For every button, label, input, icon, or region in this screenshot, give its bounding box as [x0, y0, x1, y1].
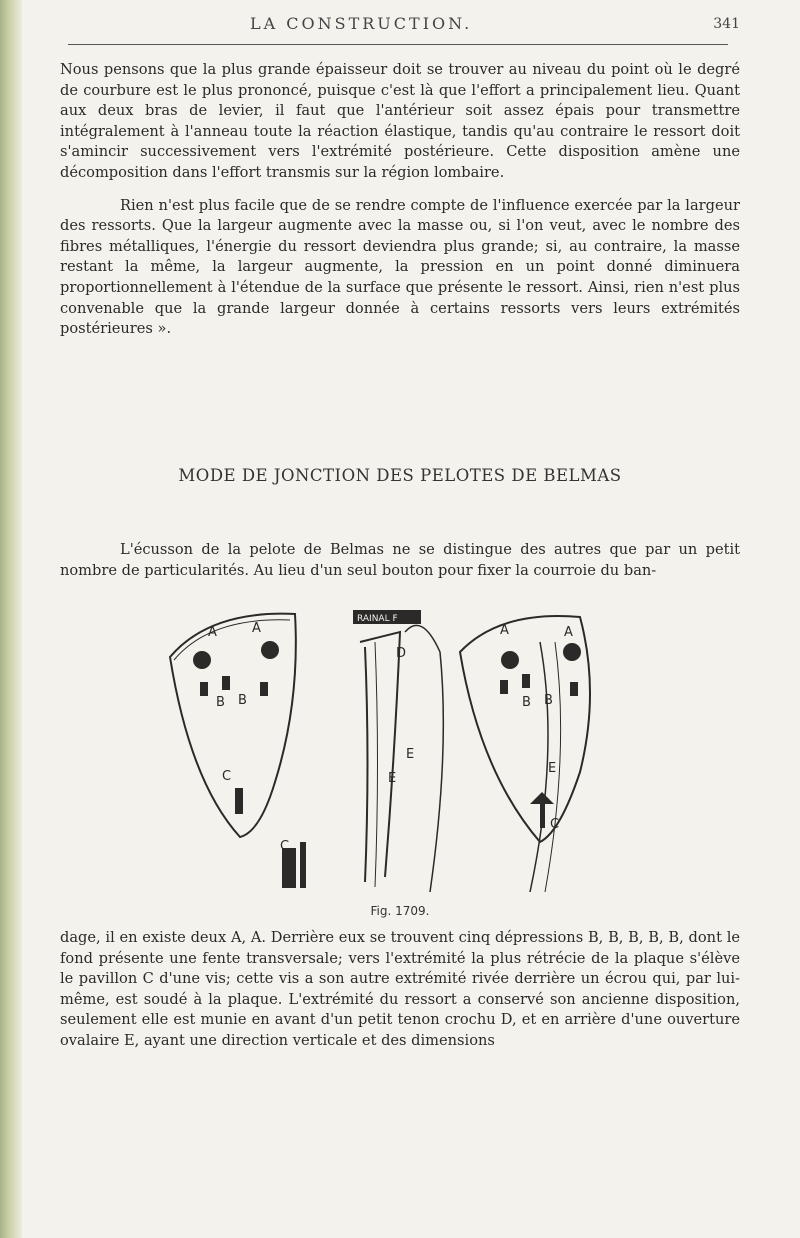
label-B-right-2: B: [544, 693, 553, 708]
header-rule: [68, 44, 728, 45]
paragraph-1: Nous pensons que la plus grande épaisseur doit se trouver au niveau du point où le degré de courbure est le plus prononcé, puisque c'est là que l'effort a principalement lieu. Quant aux deux bras de levier, il faut que l'antérieur soit assez épais pour transmettre intégralement à l'anneau toute la réaction élastique, tandis qu'au contraire le ressort doit s'amincir successivement vers l'extrémité postérieure. Cette disposition amène une décomposition dans l'effort transmis sur la région lombaire.: [60, 61, 740, 181]
stamp-text: RAINAL F: [357, 614, 398, 624]
label-D: D: [396, 646, 407, 661]
label-A-right-1: A: [500, 623, 509, 638]
body-text-intro: [60, 540, 740, 581]
paragraph-2: Rien n'est plus facile que de se rendre compte de l'influence exercée par la largeur des ressorts. Que la largeur augmente avec la masse ou, si l'on veut, avec le nombre des fibres métalliques, l'énergie du ressort deviendra plus grande; si, au contraire, la masse restant la même, la largeur augmente, la pression en un point donné diminuera proportionnellement à l'étendue de la surface que présente le ressort. Ainsi, rien n'est plus convenable que la grande largeur donnée à certains ressorts vers leurs extrémités postérieures ».: [60, 196, 740, 338]
label-A-right-2: A: [564, 625, 573, 640]
label-B-right-1: B: [522, 695, 531, 710]
body-text-bottom: [60, 928, 740, 1052]
paragraph-4: dage, il en existe deux A, A. Derrière eux se trouvent cinq dépressions B, B, B, B, B, dont le fond présente une fente transversale; vers l'extrémité la plus rétrécie de la plaque s'élève le pavillon C d'une vis; cette vis a son autre extrémité rivée derrière un écrou qui, par lui-même, est soudé à la plaque. L'extrémité du ressort a conservé son ancienne disposition, seulement elle est munie en avant d'un petit tenon crochu D, et en arrière d'une ouverture ovalaire E, ayant une direction verticale et des dimensions: [60, 929, 740, 1049]
paragraph-3: L'écusson de la pelote de Belmas ne se distingue des autres que par un petit nombre de particularités. Au lieu d'un seul bouton pour fixer la courroie du ban-: [60, 541, 740, 579]
label-C-left: C: [222, 769, 232, 784]
label-E-middle: E: [406, 747, 415, 762]
body-text-top: [60, 60, 740, 340]
label-C-right: C: [550, 817, 560, 832]
page-edge-shadow: [0, 0, 22, 1238]
label-E-right: E: [548, 761, 557, 776]
label-C-bottom: C: [280, 839, 290, 854]
figure-caption: Fig. 1709.: [370, 904, 430, 918]
label-A-left-2: A: [252, 621, 261, 636]
label-B-left-2: B: [238, 693, 247, 708]
label-B-left-1: B: [216, 695, 225, 710]
truss-pad-illustration: [160, 602, 640, 892]
running-head: [60, 14, 740, 38]
label-E-middle-2: E: [388, 771, 397, 786]
figure-1709: [160, 602, 640, 892]
label-A-left-1: A: [208, 625, 217, 640]
running-head-title: LA CONSTRUCTION.: [250, 14, 473, 33]
page-number: 341: [713, 16, 740, 32]
section-heading: MODE DE JONCTION DES PELOTES DE BELMAS: [178, 466, 622, 485]
